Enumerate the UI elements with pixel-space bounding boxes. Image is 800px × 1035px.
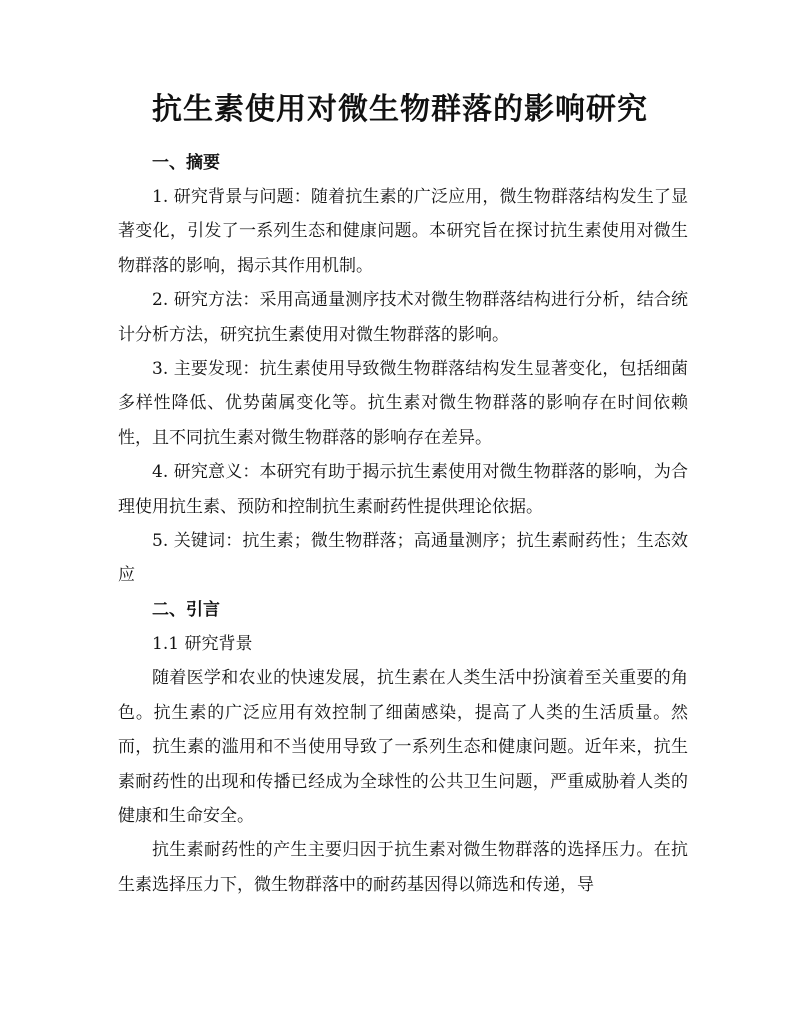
abstract-background-paragraph: 1. 研究背景与问题：随着抗生素的广泛应用，微生物群落结构发生了显著变化，引发了一系列生态和健康问题。本研究旨在探讨抗生素使用对微生物群落的影响，揭示其作用机制。: [118, 187, 688, 276]
section-heading-abstract: 一、摘要: [152, 153, 220, 173]
abstract-significance-paragraph: 4. 研究意义：本研究有助于揭示抗生素使用对微生物群落的影响，为合理使用抗生素、预防和控制抗生素耐药性提供理论依据。: [118, 462, 688, 517]
abstract-findings-paragraph: 3. 主要发现：抗生素使用导致微生物群落结构发生显著变化，包括细菌多样性降低、优势菌属变化等。抗生素对微生物群落的影响存在时间依赖性，且不同抗生素对微生物群落的影响存在差异。: [118, 359, 688, 448]
document-body: [118, 146, 688, 902]
abstract-method-paragraph: 2. 研究方法：采用高通量测序技术对微生物群落结构进行分析，结合统计分析方法，研究抗生素使用对微生物群落的影响。: [118, 290, 688, 345]
abstract-keywords-paragraph: 5. 关键词：抗生素；微生物群落；高通量测序；抗生素耐药性；生态效应: [118, 531, 688, 586]
subsection-heading-background: 1.1 研究背景: [152, 633, 253, 654]
introduction-paragraph-2: 抗生素耐药性的产生主要归因于抗生素对微生物群落的选择压力。在抗生素选择压力下，微生物群落中的耐药基因得以筛选和传递，导: [118, 840, 688, 895]
introduction-paragraph-1: 随着医学和农业的快速发展，抗生素在人类生活中扮演着至关重要的角色。抗生素的广泛应用有效控制了细菌感染，提高了人类的生活质量。然而，抗生素的滥用和不当使用导致了一系列生态和健康问题。近年来，抗生素耐药性的出现和传播已经成为全球性的公共卫生问题，严重威胁着人类的健康和生命安全。: [118, 668, 688, 826]
document-title: 抗生素使用对微生物群落的影响研究: [152, 92, 648, 127]
section-heading-introduction: 二、引言: [152, 599, 220, 620]
